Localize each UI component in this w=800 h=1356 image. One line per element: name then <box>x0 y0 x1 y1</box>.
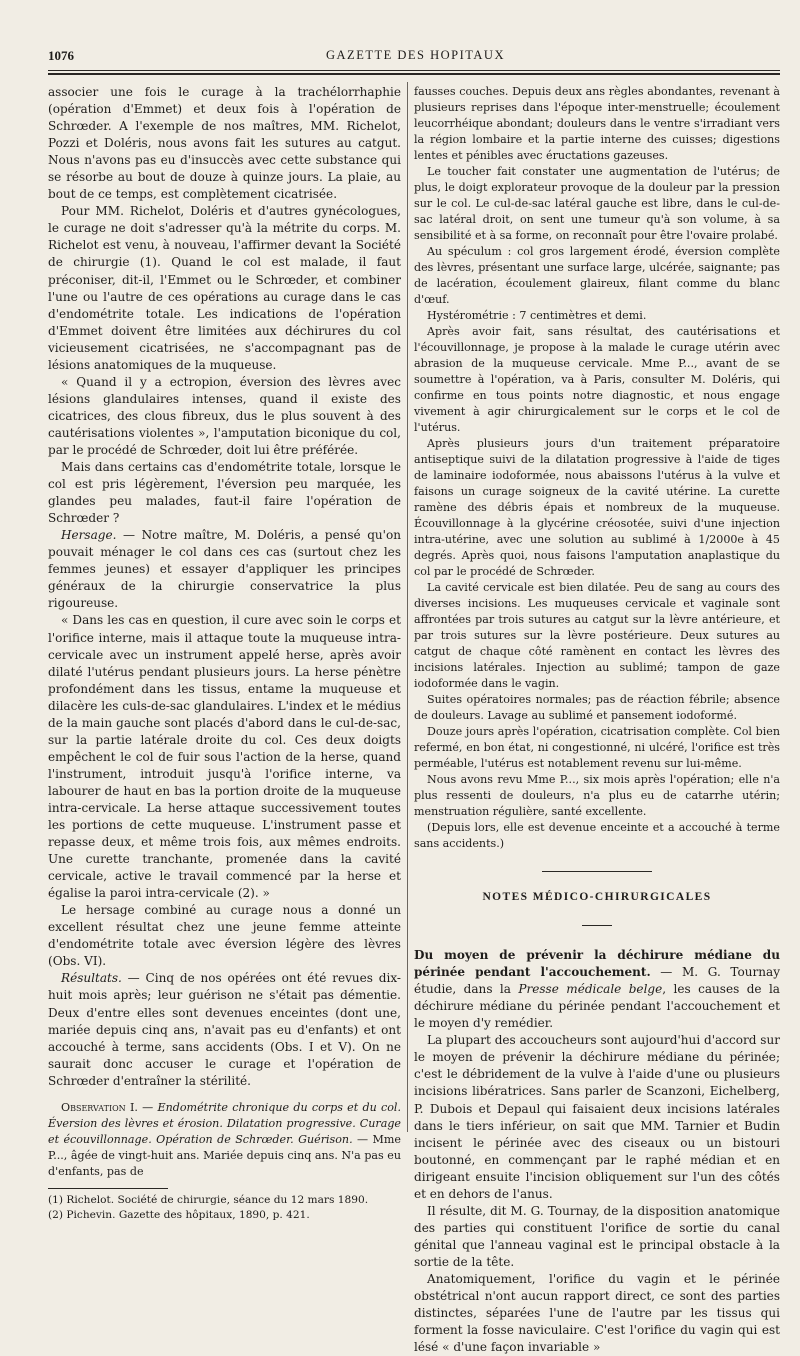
article-lead: Du moyen de prévenir la déchirure médiane du périnée pendant l'accouchement. — M. G. Tournay étudie, dans la Presse médicale belge, les causes de la déchirure médiane du périnée pendant l'accouchement et le moyen d'y remédier. <box>414 948 781 1031</box>
section-short-rule <box>414 914 780 931</box>
observation-paragraph <box>48 1100 401 1180</box>
paragraph: Le toucher fait constater une augmentation de l'utérus; de plus, le doigt explorateur provoque de la douleur par la pression sur le col. Le cul-de-sac latéral gauche est libre, dans le cul-de-sac latéral droit, on sent une tumeur qu'à son volume, à sa sensibilité et à sa forme, on reconnaît pour être l'ovaire prolabé. <box>414 165 780 242</box>
page-header <box>48 44 783 66</box>
paragraph: « Dans les cas en question, il cure avec soin le corps et l'orifice interne, mais il attaque toute la muqueuse intra-cervicale avec un instrument appelé herse, après avoir dilaté l'utérus pendant plusieurs jours. La herse pénètre profondément dans les tissus, entame la muqueuse et dilacère les culs-de-sac glandulaires. L'index et le médius de la main gauche sont placés d'abord dans le cul-de-sac, sur la partie latérale droite du col. Ces deux doigts empêchent le col de fuir sous l'action de la herse, quand l'instrument, introduit jusqu'à l'orifice interne, va labourer de haut en bas la portion droite de la muqueuse intra-cervicale. La herse attaque successivement toutes les portions de cette muqueuse. L'instrument passe et repasse deux, et même trois fois, aux mêmes endroits. Une curette tranchante, promenée dans la cavité cervicale, active le travail commencé par la herse et égalise la paroi intra-cervicale (2). » <box>48 613 401 901</box>
header-rule <box>48 70 780 71</box>
paragraph: La cavité cervicale est bien dilatée. Peu de sang au cours des diverses incisions. Les muqueuses cervicale et vaginale sont affrontées par trois sutures au catgut sur la lèvre antérieure, et par trois sutures sur la lèvre postérieure. Deux sutures au catgut de chaque côté ramènent en contact les lèvres des incisions latérales. Injection au sublimé; tampon de gaze iodoformée dans le vagin. <box>414 581 780 690</box>
left-column <box>48 84 401 1223</box>
footnotes <box>48 1193 401 1223</box>
paragraph: Le hersage combiné au curage nous a donné un excellent résultat chez une jeune femme atteinte d'endométrite totale avec éversion légère des lèvres (Obs. VI). <box>48 903 401 969</box>
running-title: GAZETTE DES HOPITAUX <box>326 48 505 62</box>
paragraph <box>48 970 401 1089</box>
paragraph: La plupart des accoucheurs sont aujourd'hui d'accord sur le moyen de prévenir la déchirure médiane du périnée; c'est le débridement de la vulve à l'aide d'une ou plusieurs incisions libératrices. Sans parler de Scanzoni, Eichelberg, P. Dubois et Depaul qui faisaient deux incisions latérales dans le tiers inférieur, on sait que MM. Tarnier et Budin incisent le périnée avec des ciseaux ou un bistouri boutonné, en commençant par le raphé médian et en dirigeant ensuite l'incision obliquement sur l'un des côtés et en dehors de l'anus. <box>414 1033 780 1201</box>
paragraph: Nous avons revu Mme P..., six mois après l'opération; elle n'a plus ressenti de douleurs, n'a plus eu de catarrhe utérin; menstruation régulière, santé excellente. <box>414 773 780 818</box>
section-separator <box>414 863 780 871</box>
paragraph: Après avoir fait, sans résultat, des cautérisations et l'écouvillonnage, je propose à la malade le curage utérin avec abrasion de la muqueuse cervicale. Mme P..., avant de se soumettre à l'opération, va à Paris, consulter M. Doléris, qui confirme en tous points notre diagnostic, et nous engage vivement à agir chirurgicalement sur le corps et le col de l'utérus. <box>414 325 780 434</box>
paragraph: (Depuis lors, elle est devenue enceinte et a accouché à terme sans accidents.) <box>414 821 780 850</box>
paragraph-text: — Notre maître, M. Doléris, a pensé qu'on pouvait ménager le col dans ces cas (surtout chez les femmes jeunes) et essayer d'appliquer les principes généraux de la chirurgie conservatrice la plus rigoureuse. <box>48 528 401 611</box>
footnote-rule <box>48 1188 168 1189</box>
paragraph: fausses couches. Depuis deux ans règles abondantes, revenant à plusieurs reprises dans l'époque inter-menstruelle; écoulement leucorrhéique abondant; douleurs dans le ventre s'irradiant vers la région lombaire et la partie interne des cuisses; digestions lentes et pénibles avec éructations gazeuses. <box>414 85 780 162</box>
paragraph: Mais dans certains cas d'endométrite totale, lorsque le col est pris légèrement, l'éversion peu marquée, les glandes peu malades, faut-il faire l'opération de Schrœder ? <box>48 460 401 526</box>
page-number: 1076 <box>48 48 74 63</box>
column-divider <box>407 82 408 1132</box>
paragraph: Hystérométrie : 7 centimètres et demi. <box>427 309 647 322</box>
header-rule-thick <box>48 73 780 75</box>
paragraph: Douze jours après l'opération, cicatrisation complète. Col bien refermé, en bon état, ni congestionné, ni ulcéré, l'orifice est très perméable, l'utérus est notablement revenu sur lui-même. <box>414 725 780 770</box>
paragraph: Au spéculum : col gros largement érodé, éversion complète des lèvres, présentant une surface large, ulcérée, saignante; pas de lacération, écoulement glaireux, filant comme du blanc d'œuf. <box>414 245 780 306</box>
footnote-2: (2) Pichevin. Gazette des hôpitaux, 1890, p. 421. <box>48 1208 310 1221</box>
observation-label: Observation I. <box>61 1100 138 1114</box>
paragraph: Suites opératoires normales; pas de réaction fébrile; absence de douleurs. Lavage au sublimé et pansement iodoformé. <box>414 693 780 722</box>
footnote-1: (1) Richelot. Société de chirurgie, séance du 12 mars 1890. <box>48 1193 369 1206</box>
paragraph: Anatomiquement, l'orifice du vagin et le périnée obstétrical n'ont aucun rapport direct, ce sont des parties distinctes, séparées l'une de l'autre par les tissus qui forment la fosse naviculaire. C'est l'orifice du vagin qui est lésé « d'une façon invariable » <box>414 1271 780 1355</box>
observation-text: — Mme P..., âgée de vingt-huit ans. Mariée depuis cinq ans. N'a pas eu d'enfants, pas de <box>48 1132 401 1178</box>
paragraph <box>48 527 401 612</box>
article-title: Du moyen de prévenir la déchirure médiane du périnée pendant l'accouchement. <box>414 948 780 980</box>
observation-title: — Endométrite chronique du corps et du col. Éversion des lèvres et érosion. Dilatation progressive. Curage et écouvillonnage. Opération de Schrœder. Guérison. <box>48 1100 401 1146</box>
paragraph: Après plusieurs jours d'un traitement préparatoire antiseptique suivi de la dilatation progressive à l'aide de tiges de laminaire iodoformée, nous abaissons l'utérus à la vulve et faisons un curage soigneux de la cavité utérine. La curette ramène des débris épais et nombreux de la muqueuse. Écouvillonnage à la glycérine créosotée, suivi d'une injection intra-utérine, avec une solution au sublimé à 1/2000e à 45 degrés. Après quoi, nous faisons l'amputation anaplastique du col par le procédé de Schrœder. <box>414 437 780 578</box>
paragraph: Pour MM. Richelot, Doléris et d'autres gynécologues, le curage ne doit s'adresser qu'à la métrite du corps. M. Richelot est venu, à nouveau, l'affirmer devant la Société de chirurgie (1). Quand le col est malade, il faut préconiser, dit-il, l'Emmet ou le Schrœder, et combiner l'une ou l'autre de ces opérations au curage dans le cas d'endométrite totale. Les indications de l'opération d'Emmet doivent être limitées aux déchirures du col vicieusement cicatrisées, ne s'accompagnant pas de lésions anatomiques de la muqueuse. <box>48 204 401 372</box>
right-column <box>414 84 780 1356</box>
section-title: NOTES MÉDICO-CHIRURGICALES <box>482 891 712 903</box>
paragraph: associer une fois le curage à la trachélorrhaphie (opération d'Emmet) et deux fois à l'opération de Schrœder. A l'exemple de nos maîtres, MM. Richelot, Pozzi et Doléris, nous avons fait les sutures au catgut. Nous n'avons pas eu d'insuccès avec cette substance qui se résorbe au bout de douze à quinze jours. La plaie, au bout de ce temps, est complètement cicatrisée. <box>48 85 401 202</box>
paragraph: Il résulte, dit M. G. Tournay, de la disposition anatomique des parties qui constituent l'orifice de sortie du canal génital que l'anneau vaginal est le principal obstacle à la sortie de la tête. <box>414 1203 780 1269</box>
subheading-hersage: Hersage. <box>61 528 117 543</box>
subheading-resultats: Résultats. <box>61 971 122 986</box>
paragraph: « Quand il y a ectropion, éversion des lèvres avec lésions glandulaires intenses, quand il existe des cicatrices, des clous fibreux, dus le plus souvent à des cautérisations violentes », l'amputation biconique du col, par le procédé de Schrœder, doit lui être préférée. <box>48 374 401 457</box>
paragraph-text: — Cinq de nos opérées ont été revues dix-huit mois après; leur guérison ne s'était pas démentie. Deux d'entre elles sont devenues enceintes (dont une, mariée depuis cinq ans, n'avait pas eu d'enfants) et ont accouché à terme, sans accidents (Obs. I et V). On ne saurait donc accuser le curage et l'opération de Schrœder d'entraîner la stérilité. <box>48 971 401 1088</box>
journal-name: Presse médicale belge <box>518 982 663 997</box>
